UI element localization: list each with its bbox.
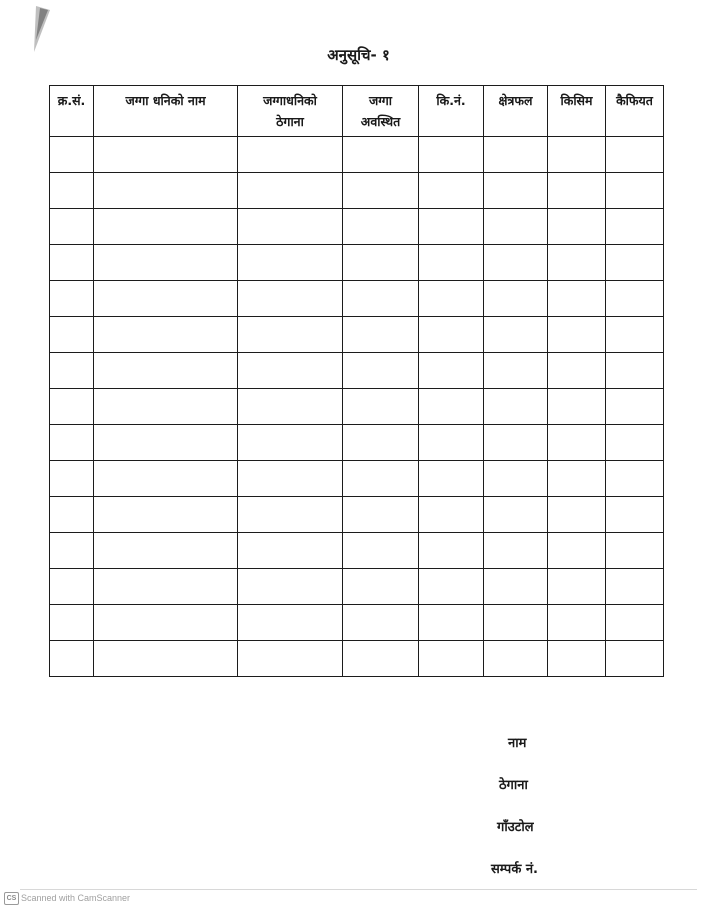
table-cell [606,569,664,605]
table-cell [94,389,238,425]
table-cell [343,245,419,281]
table-cell [50,461,94,497]
table-cell [94,353,238,389]
table-row [50,533,664,569]
table-cell [548,425,606,461]
header-owner-name: जग्गा धनिको नाम [94,86,238,137]
table-row [50,497,664,533]
table-cell [606,425,664,461]
table-cell [238,353,343,389]
table-row [50,569,664,605]
table-cell [94,425,238,461]
table-cell [606,605,664,641]
table-row [50,317,664,353]
table-cell [238,173,343,209]
table-cell [419,317,484,353]
table-row [50,605,664,641]
header-plot-no: कि.नं. [419,86,484,137]
signature-contact-label: सम्पर्क नं. [491,862,538,877]
table-cell [50,353,94,389]
table-cell [94,317,238,353]
table-cell [343,605,419,641]
table-cell [606,461,664,497]
table-row [50,245,664,281]
table-cell [548,533,606,569]
table-cell [419,209,484,245]
table-cell [419,245,484,281]
table-row [50,425,664,461]
table-cell [238,389,343,425]
table-cell [606,209,664,245]
table-cell [548,389,606,425]
camscanner-logo-icon: CS [4,892,19,905]
table-cell [548,641,606,677]
table-cell [94,173,238,209]
table-cell [343,389,419,425]
signature-address-label: ठेगाना [499,778,528,793]
header-serial-no: क्र.सं. [50,86,94,137]
header-land-location: जग्गा अवस्थित [343,86,419,137]
table-cell [419,173,484,209]
table-cell [484,461,548,497]
table-cell [50,281,94,317]
table-row [50,281,664,317]
table-cell [94,641,238,677]
table-cell [343,209,419,245]
table-cell [548,209,606,245]
table-cell [238,137,343,173]
table-cell [606,317,664,353]
table-cell [606,641,664,677]
table-cell [419,425,484,461]
table-cell [238,569,343,605]
table-cell [50,209,94,245]
table-cell [238,209,343,245]
table-cell [238,461,343,497]
table-cell [343,497,419,533]
table-cell [50,389,94,425]
table-cell [484,389,548,425]
table-cell [94,209,238,245]
table-cell [548,245,606,281]
table-cell [50,569,94,605]
table-cell [419,569,484,605]
table-cell [94,533,238,569]
table-cell [419,533,484,569]
table-cell [343,641,419,677]
table-cell [548,605,606,641]
table-cell [484,641,548,677]
table-cell [419,461,484,497]
signature-name-label: नाम [508,736,527,751]
table-cell [606,497,664,533]
table-cell [343,569,419,605]
table-cell [50,317,94,353]
scanner-watermark: Scanned with CamScanner [21,893,131,903]
table-cell [484,209,548,245]
table-row [50,461,664,497]
table-cell [238,281,343,317]
table-cell [484,137,548,173]
table-cell [94,569,238,605]
table-cell [50,425,94,461]
table-cell [548,461,606,497]
table-cell [606,137,664,173]
table-cell [343,533,419,569]
table-cell [419,353,484,389]
table-cell [94,461,238,497]
table-cell [343,137,419,173]
table-cell [94,605,238,641]
table-cell [484,173,548,209]
table-cell [548,353,606,389]
table-cell [343,461,419,497]
table-cell [343,425,419,461]
header-type: किसिम [548,86,606,137]
table-cell [238,245,343,281]
table-cell [606,353,664,389]
table-cell [419,389,484,425]
table-row [50,137,664,173]
footer-divider [20,889,697,890]
table-cell [484,533,548,569]
table-row [50,389,664,425]
table-cell [606,389,664,425]
table-body [50,137,664,677]
table-cell [419,605,484,641]
table-row [50,209,664,245]
table-cell [343,173,419,209]
table-cell [484,605,548,641]
table-cell [50,245,94,281]
table-cell [238,641,343,677]
signature-tole-label: गाँउटोल [497,820,534,835]
table-cell [484,317,548,353]
table-cell [343,281,419,317]
table-cell [484,497,548,533]
scan-footer [0,886,717,910]
table-cell [50,137,94,173]
table-cell [238,497,343,533]
page-title: अनुसूचि- १ [327,46,390,64]
table-cell [50,533,94,569]
table-cell [548,137,606,173]
table-cell [606,173,664,209]
table-row [50,173,664,209]
table-cell [238,533,343,569]
table-cell [94,245,238,281]
table-cell [484,425,548,461]
table-header-row [50,86,664,137]
table-cell [484,281,548,317]
table-cell [50,497,94,533]
table-cell [94,281,238,317]
table-cell [484,569,548,605]
table-cell [238,605,343,641]
table-cell [548,569,606,605]
header-area: क्षेत्रफल [484,86,548,137]
table-cell [606,533,664,569]
table-cell [343,353,419,389]
table-cell [50,173,94,209]
table-cell [50,605,94,641]
table-cell [548,497,606,533]
table-cell [606,281,664,317]
table-cell [343,317,419,353]
table-cell [419,137,484,173]
table-cell [238,317,343,353]
table-cell [50,641,94,677]
schedule-table [49,85,664,677]
table-cell [548,173,606,209]
table-row [50,353,664,389]
table-row [50,641,664,677]
table-cell [548,317,606,353]
table-cell [548,281,606,317]
header-owner-address: जग्गाधनिको ठेगाना [238,86,343,137]
table-cell [94,497,238,533]
header-remarks: कैफियत [606,86,664,137]
table-cell [419,497,484,533]
table-cell [606,245,664,281]
table-cell [94,137,238,173]
table-cell [484,245,548,281]
table-cell [419,281,484,317]
table-cell [484,353,548,389]
table-cell [238,425,343,461]
table-cell [419,641,484,677]
